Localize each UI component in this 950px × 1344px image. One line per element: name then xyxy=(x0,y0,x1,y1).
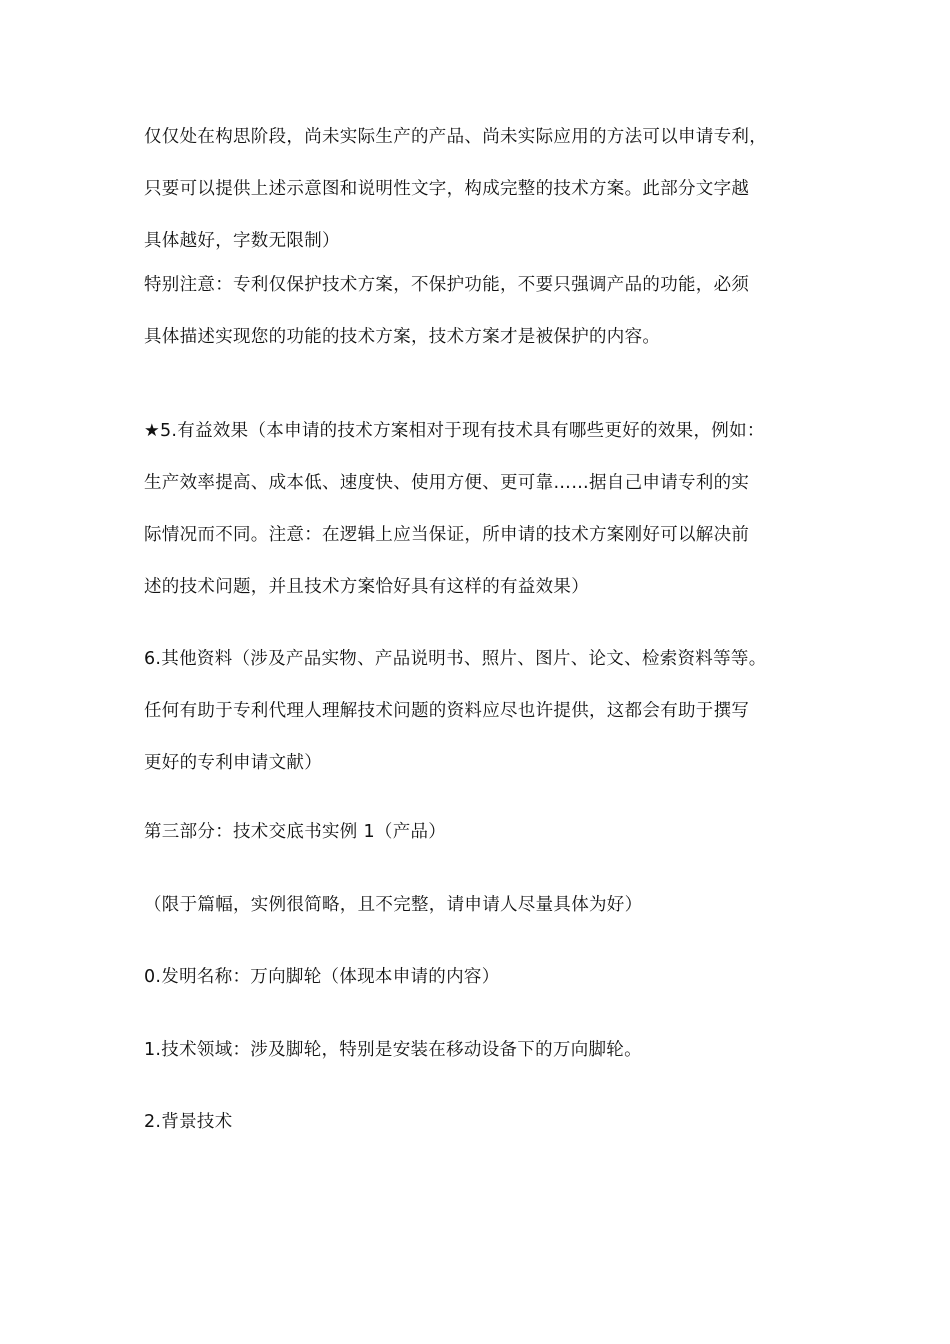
paragraph-line: 仅仅处在构思阶段，尚未实际生产的产品、尚未实际应用的方法可以申请专利， xyxy=(144,127,767,147)
paragraph-line: ★5.有益效果（本申请的技术方案相对于现有技术具有哪些更好的效果，例如： xyxy=(144,421,765,441)
paragraph-line: 生产效率提高、成本低、速度快、使用方便、更可靠……据自己申请专利的实 xyxy=(144,473,750,493)
section-heading: 第三部分：技术交底书实例 1（产品） xyxy=(144,822,447,842)
paragraph-line: 1.技术领域：涉及脚轮，特别是安装在移动设备下的万向脚轮。 xyxy=(144,1040,642,1060)
paragraph-line: 际情况而不同。注意：在逻辑上应当保证，所申请的技术方案刚好可以解决前 xyxy=(144,525,750,545)
paragraph-line: 述的技术问题，并且技术方案恰好具有这样的有益效果） xyxy=(144,577,589,597)
paragraph-line: 任何有助于专利代理人理解技术问题的资料应尽也许提供，这都会有助于撰写 xyxy=(144,701,750,721)
paragraph-line: 具体越好，字数无限制） xyxy=(144,231,340,251)
paragraph-line: 特别注意：专利仅保护技术方案，不保护功能，不要只强调产品的功能，必须 xyxy=(144,275,750,295)
paragraph-line: 0.发明名称：万向脚轮（体现本申请的内容） xyxy=(144,967,500,987)
paragraph-line: （限于篇幅，实例很简略，且不完整，请申请人尽量具体为好） xyxy=(144,895,643,915)
paragraph-line: 只要可以提供上述示意图和说明性文字，构成完整的技术方案。此部分文字越 xyxy=(144,179,750,199)
paragraph-line: 6.其他资料（涉及产品实物、产品说明书、照片、图片、论文、检索资料等等。 xyxy=(144,649,767,669)
paragraph-line: 更好的专利申请文献） xyxy=(144,753,322,773)
paragraph-line: 2.背景技术 xyxy=(144,1112,233,1132)
paragraph-line: 具体描述实现您的功能的技术方案，技术方案才是被保护的内容。 xyxy=(144,327,661,347)
